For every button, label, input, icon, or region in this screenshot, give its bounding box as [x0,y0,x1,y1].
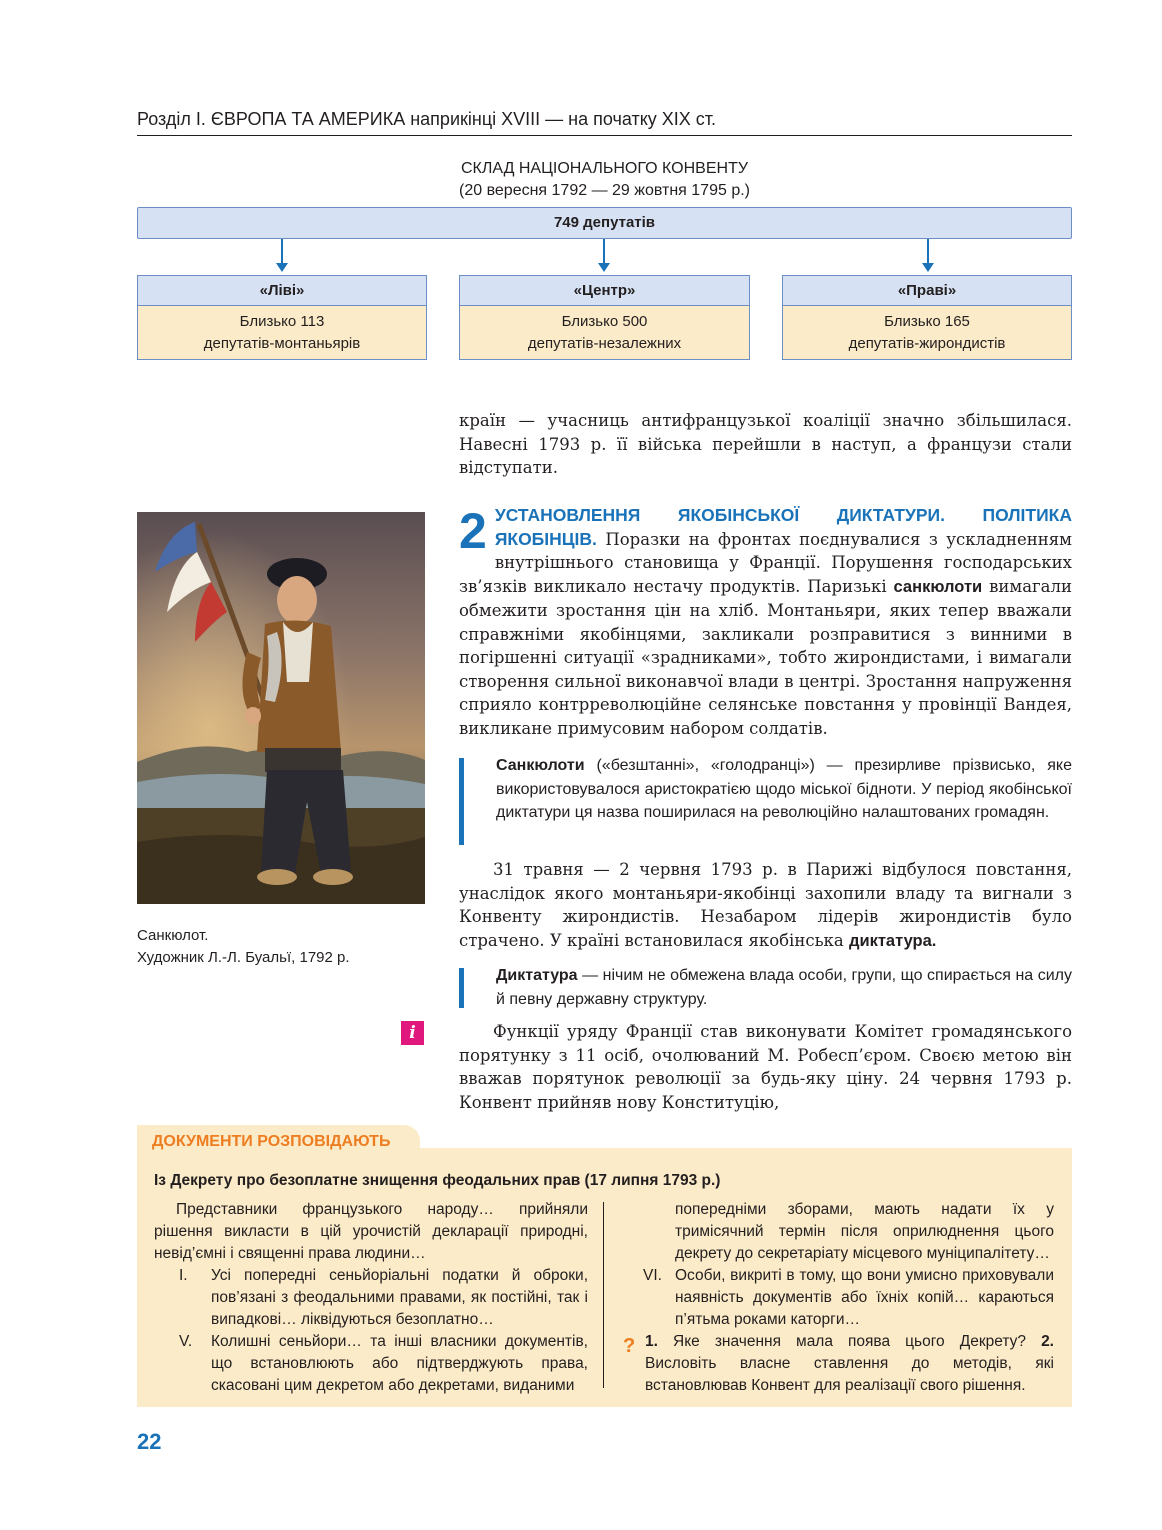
section-text-start: Поразки на фронтах поєднувалися з ускладненням внутрішнього становища у Франції. Порушення господарських зв’язків викликало нестачу продуктів. Паризькі [459,529,1072,596]
arrow-left-icon [281,239,283,265]
document-item-numeral: VI. [643,1267,662,1284]
document-item [154,1265,588,1331]
question-1-number: 1. [645,1333,658,1350]
question-mark-icon: ? [623,1335,636,1357]
paragraph-uprising-text: 31 травня — 2 червня 1793 р. в Парижі відбулося повстання, унаслідок якого монтаньяри-якобінці захопили владу та вигнали з Конвенту жирондистів. Незабаром лідерів жирондистів було страчено. У країні встановилася якобінська [459,860,1072,950]
document-item-text: Усі попередні сеньйоріальні податки й оброки, пов’язані з феодальними правами, як постійні, так і випадкові… ліквідуються безоплатно… [211,1267,588,1328]
caption-author: Художник Л.-Л. Буальї, 1792 р. [137,949,350,966]
paragraph-committee [459,1020,1072,1114]
definition-term: Санкюлоти [496,757,585,774]
document-item-text: Колишні сеньйори… та інші власники документів, що встановлюють або підтверджують права, скасовані цим декретом або декретами, виданими [211,1333,588,1394]
documents-tab: ДОКУМЕНТИ РОЗПОВІДАЮТЬ [137,1125,420,1157]
section-title: УСТАНОВЛЕННЯ ЯКОБІНСЬКОЇ ДИКТАТУРИ. ПОЛІТИКА ЯКОБІНЦІВ. [494,505,1072,549]
faction-name: «Ліві» [137,275,427,306]
document-continuation: попередніми зборами, мають надати їх у тримісячний термін після оприлюднення цього декрету до секретаріату місцевого муніципалітету… [675,1201,1054,1262]
document-item-numeral: V. [179,1333,193,1350]
definition-bar [459,968,464,1008]
faction-count: Близько 113 [239,313,325,330]
header-rule [137,135,1072,136]
document-item-numeral: I. [179,1267,188,1284]
diagram-title-block [137,158,1072,202]
section-number: 2 [459,503,487,559]
faction-details [459,306,750,360]
faction-right [782,275,1072,360]
questions-block [618,1331,1054,1397]
column-divider [603,1202,604,1388]
question-1-text: Яке значення мала поява цього Декрету? [673,1333,1026,1350]
definition-dictatorship [459,964,1072,1011]
definition-text: — нічим не обмежена влада особи, групи, що спирається на силу й певну державну структуру. [496,967,1073,1008]
term-sans-culottes: санкюлоти [893,577,983,596]
page-number: 22 [137,1429,162,1454]
faction-left [137,275,427,360]
term-dictatorship: диктатура. [848,931,937,950]
definition-text: («безштанні», «голодранці») — презирливе прізвисько, яке використовувалося аристократією щодо міської бідноти. У період якобінської диктатури ця назва поширилася на революційно налаштованих громадян. [496,757,1072,821]
faction-type: депутатів-монтаньярів [203,335,361,352]
question-2-text: Висловіть власне ставлення до методів, які встановлював Конвент для реалізації свого рішення. [645,1355,1054,1394]
caption-title: Санкюлот. [137,927,209,944]
arrow-right-icon [927,239,929,265]
painting-caption [137,925,425,969]
faction-details [782,306,1072,360]
diagram-total-box: 749 депутатів [137,207,1072,239]
section-2 [459,504,1072,740]
definition-sans-culottes [459,754,1072,825]
section-text-end: вимагали обмежити зростання цін на хліб. Монтаньяри, яких тепер вважали справжніми якобінцями, закликали розправитися з винними в погіршенні ситуації «зрадниками», тобто жирондистами, і вимагали створення сильної виконавчої влади в центрі. Зростання напруження сприяло контрреволюційне селянське повстання у провінції Вандея, викликане примусовим набором солдатів. [459,576,1072,738]
definition-term: Диктатура [496,967,578,984]
faction-name: «Праві» [782,275,1072,306]
faction-name: «Центр» [459,275,750,306]
document-intro: Представники французького народу… прийняли рішення викласти в цій урочистій декларації природні, невід’ємні і священні права людини… [154,1201,588,1262]
document-column-left [154,1199,588,1397]
sans-culotte-painting [137,512,425,904]
document-column-right [618,1199,1054,1397]
info-icon[interactable]: i [401,1021,424,1045]
paragraph-committee-text: Функції уряду Франції став виконувати Комітет громадянського порятунку з 11 осіб, очолюваний М. Робесп’єром. Своєю метою він вважав порятунок революції за будь-яку ціну. 24 червня 1793 р. Конвент прийняв нову Конституцію, [459,1022,1072,1112]
faction-count: Близько 165 [884,313,970,330]
intro-paragraph: країн — учасниць антифранцузької коаліції значно збільшилася. Навесні 1793 р. її війська перейшли в наступ, а французи стали відступати. [459,411,1072,477]
definition-bar [459,758,464,845]
running-header: Розділ I. ЄВРОПА ТА АМЕРИКА наприкінці XVIII — на початку XIX ст. [137,109,717,129]
arrow-center-icon [603,239,605,265]
document-heading: Із Декрету про безоплатне знищення феодальних прав (17 липня 1793 р.) [154,1172,721,1189]
documents-panel [137,1148,1072,1407]
faction-details [137,306,427,360]
document-item-text: Особи, викриті в тому, що вони умисно приховували наявність документів або їхніх копій… караються п’ятьма роками каторги… [675,1267,1054,1328]
question-2-number: 2. [1041,1333,1054,1350]
diagram-dates: (20 вересня 1792 — 29 жовтня 1795 р.) [459,182,750,199]
faction-center [459,275,750,360]
diagram-title: СКЛАД НАЦІОНАЛЬНОГО КОНВЕНТУ [460,160,749,177]
faction-count: Близько 500 [561,313,648,330]
paragraph-uprising [459,858,1072,953]
document-item [618,1265,1054,1331]
faction-type: депутатів-незалежних [527,335,682,352]
document-item [154,1331,588,1397]
faction-type: депутатів-жирондистів [848,335,1006,352]
